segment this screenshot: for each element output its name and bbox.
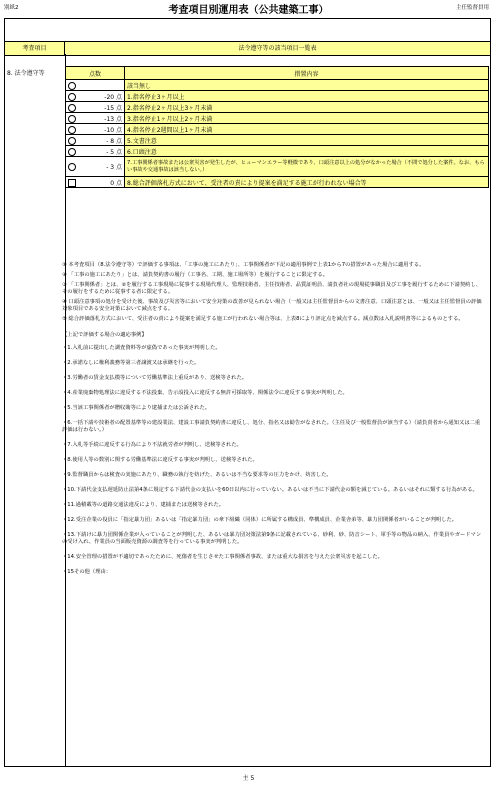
case-item: ・5.当該工事関係者が贈収賄等により逮捕または公訴された。: [62, 405, 211, 411]
case-item: ・4.産業廃棄物処理法に違反する不法投棄、告示設投入に違反する無許可採取等、関係法令に違反する事実が判明した。: [62, 390, 348, 396]
user-role-label: 主任監督員用: [455, 5, 489, 11]
note-item: ② 「工事の施工にあたり」とは、請負契約書の履行（工事名、工期、施工場所等）を履行することに限定する。: [62, 272, 328, 278]
case-item: ・15その他（理由：: [62, 569, 112, 575]
note-item: ④ 口頭注意事項の処分を受けた後、事故及び災害等において安全対策の改善が見られない場合（一般又は主任監督員からの文書注意、口頭注意とは、一般又は主任監督員の評価対象項目である安全対策において減点をする。: [62, 299, 482, 312]
radio-button[interactable]: [68, 148, 76, 156]
case-item: ・13.下請けに暴力団関係企業が入っていることが判明した、あるいは暴力団対策法第9条に記載されている、砂利、砂、防音シート、軍手等の物品の納入、作業員やガードマンの受け入れ、作業員の当面販売資源の調査等を行っている事実が判明した。: [62, 532, 482, 545]
measure-text: 8.総合評価落札方式において、受注者の責により提案を満足する施工が行われない場合等: [125, 177, 489, 188]
cases-list: [62, 345, 484, 584]
measure-text: 3.指名停止1ヶ月以上2ヶ月未満: [125, 113, 489, 124]
notes-block: [62, 262, 484, 326]
radio-button[interactable]: [68, 126, 76, 134]
radio-button[interactable]: [68, 93, 76, 101]
measure-text: 1.指名停止3ヶ月以上: [125, 91, 489, 102]
case-item: ・3.労働者の賃金支払模等について労働基準法上重反があり、送検等された。: [62, 375, 248, 381]
score-row[interactable]: - 5 点 6.口頭注意: [66, 146, 489, 157]
case-item: ・1.入札前に提出した調査資料等が虚偽であった事実が判明した。: [62, 345, 221, 351]
case-item: ・11.過積載等の道路交通法違反により、逮捕または送検等された。: [62, 502, 225, 508]
radio-button[interactable]: [68, 163, 76, 171]
radio-button[interactable]: [68, 104, 76, 112]
column-header-row: [5, 41, 490, 56]
measure-header: 措置内容: [125, 67, 489, 80]
score-row[interactable]: -15 点 2.指名停止2ヶ月以上3ヶ月未満: [66, 102, 489, 113]
score-row[interactable]: 0 点 8.総合評価落札方式において、受注者の責により提案を満足する施工が行われない場合等: [66, 177, 489, 188]
column-header-list: 法令遵守等の該当項目一覧表: [238, 45, 317, 52]
score-row[interactable]: -20 点 1.指名停止3ヶ月以上: [66, 91, 489, 102]
case-item: ・6.一括下請や技術者の配置基準等の建設業法、建設工事請負契約書に違反し、処分、指名又は勧告がなされた。（主任及び一般監督員が該当する）（請負責者から通知又は二重評価は行わない。）: [62, 420, 481, 433]
score-row[interactable]: -13 点 3.指名停止1ヶ月以上2ヶ月未満: [66, 113, 489, 124]
measure-text: 5.文書注意: [125, 135, 489, 146]
case-item: ・7.入札等手続に違反する行為により不法就労者が判明し、送検等された。: [62, 442, 242, 448]
page-number: 主 5: [242, 775, 255, 782]
note-item: ① 本考査項目（8.法令遵守等）で評価する事項は、「工事の施工にあたり」、工事関係者が下記の適用事例で上表1から7の措置があった場合に適用する。: [62, 262, 425, 268]
case-item: ・14.安全管理の措置が不適切であったために、死傷者を生じさせた工事関係者事故、または重大な損害を与えた公衆災害を起こした。: [62, 554, 383, 560]
case-item: ・10.下請代金支払遅延防止法第4条に規定する下請代金の支払いを60日以内に行っていない。あるいは不当に下請代金の額を減じている。あるいはそれに類する行為がある。: [62, 487, 478, 493]
measure-text: 4.指名停止2週間以上1ヶ月未満: [125, 124, 489, 135]
note-item: ③ 「工事関係者」とは、②を履行する工事現場に従事する現場代理人、監理技術者、主任技術者、品質証明員、請負者社の現場従事職員及び工事を履行するために下請契約し、その履行をするために従事する者に限定する。: [62, 282, 482, 295]
measure-text: 6.口頭注意: [125, 146, 489, 157]
document-title: 考査項目別運用表（公共建築工事）: [168, 5, 329, 16]
case-item: ・12.受注企業の役員に「指定暴力団」あるいは「指定暴力団」の傘下組織（同体）に所属する構成員、準構成員、企業舎弟等、暴力団関係者がいることが判明した。: [62, 517, 458, 523]
attachment-label: 別紙2: [4, 5, 19, 11]
points-header: 点数: [66, 67, 125, 80]
column-header-item: 考査項目: [5, 42, 65, 55]
radio-button[interactable]: [68, 137, 76, 145]
case-item: ・8.使用人等の数別に関する労働基準法に違反する事実が判明し、送検等された。: [62, 457, 258, 463]
measure-text: 7.工事関係者事故または公衆災害が発生したが、ヒューマンエラー等軽微であり、口頭注意以上の処分がなかった場合（不問で処分した案件。なお、もらい事故や交通事故は該当しない。）: [125, 157, 489, 177]
case-item: ・2.承諾なしに権利義務等第三者譲渡又は承継を行った。: [62, 360, 200, 366]
cases-title: 【上記で評価する場合の適応事例】: [62, 332, 147, 338]
radio-button[interactable]: [68, 82, 76, 90]
radio-button[interactable]: [68, 115, 76, 123]
score-row[interactable]: [66, 80, 489, 91]
measure-text: 該当無し: [125, 80, 489, 91]
measure-text: 2.指名停止2ヶ月以上3ヶ月未満: [125, 102, 489, 113]
score-row[interactable]: - 3 点 7.工事関係者事故または公衆災害が発生したが、ヒューマンエラー等軽微であり、口頭注意以上の処分がなかった場合（不問で処分した案件。なお、もらい事故や交通事故は該当しない。）: [66, 157, 489, 177]
score-row[interactable]: - 8 点 5.文書注意: [66, 135, 489, 146]
score-table: [65, 66, 489, 188]
item-label: 8. 法令遵守等: [7, 70, 45, 77]
score-row[interactable]: -10 点 4.指名停止2週間以上1ヶ月未満: [66, 124, 489, 135]
checkbox[interactable]: [68, 179, 76, 187]
case-item: ・9.監督職員からは検査の実施にあたり、職務の執行を妨げた、あるいは不当な要求等の圧力をかけ、妨害した。: [62, 472, 332, 478]
note-item: ⑤ 総合評価落札方式において、受注者の責により提案を満足する施工が行われない場合等は、上表8により評定点を減点する。減点数は入札説明書等によるものとする。: [62, 316, 464, 322]
